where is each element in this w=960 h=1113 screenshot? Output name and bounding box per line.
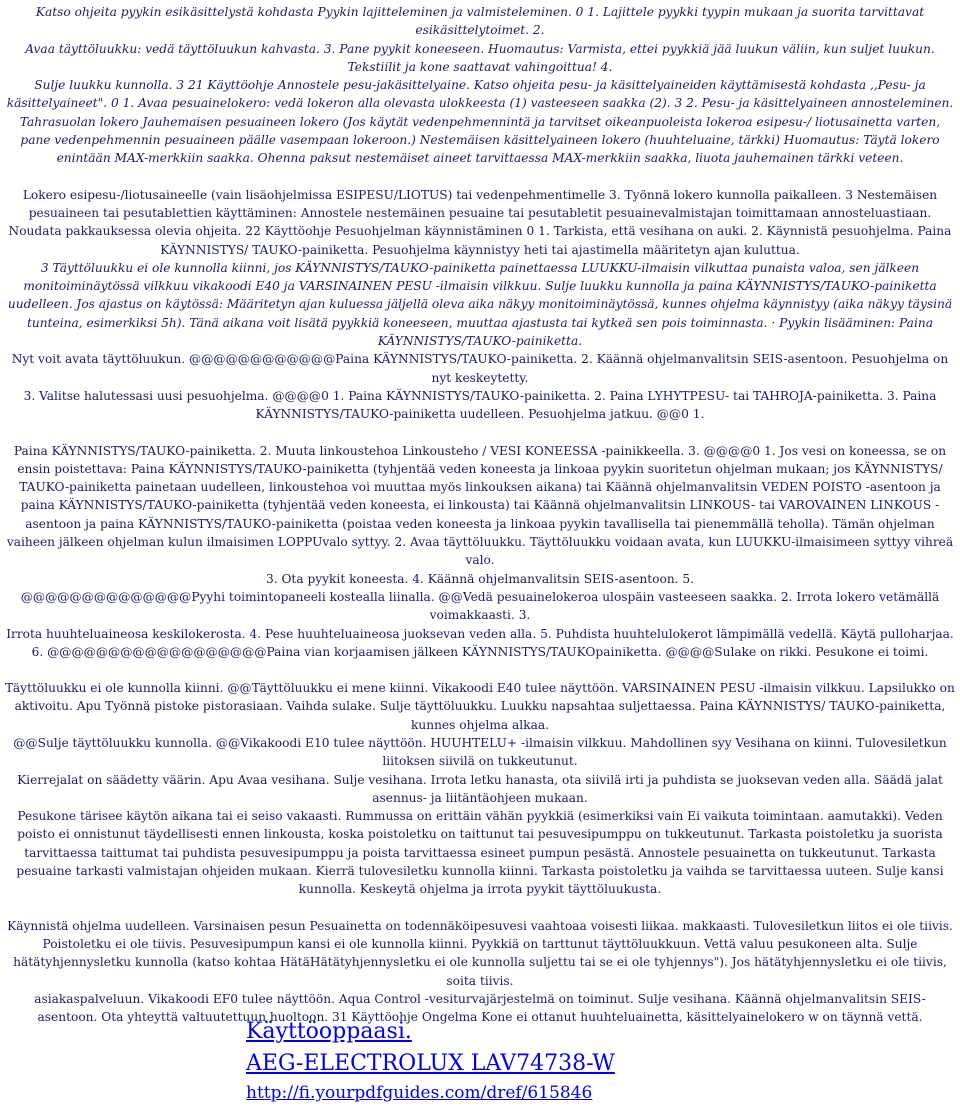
paragraph-7: Nyt voit avata täyttöluukun. @@@@@@@@@@@@Paina KÄYNNISTYS/TAUKO-painiketta. 2. Käännä ohjelmanvalitsin SEIS-asentoon. Pesuohjelma on nyt keskeytetty. <box>11 352 949 385</box>
paragraph-6: 3 Täyttöluukku ei ole kunnolla kiinni, jos KÄYNNISTYS/TAUKO-painiketta painettaessa LUUKKU-ilmaisin vilkuttaa punaista valoa, sen jälkeen monitoiminäytössä vilkkuu vikakoodi E40 ja VARSINAINEN PESU -ilmaisin vilkkuu. Sulje luukku kunnolla ja paina KÄYNNISTYS/TAUKO-painiketta uudelleen. Jos ajastus on käytössä: Määritetyn ajan kuluessa jäljellä oleva aika näkyy monitoiminäytössä, kunnes ohjelma käynnistyy (aika näkyy täysinä tunteina, esimerkiksi 5h). Tänä aikana voit lisätä pyykkiä koneeseen, muuttaa ajastusta tai kytkeä sen pois toiminnasta. · Pyykin lisääminen: Paina KÄYNNISTYS/TAUKO-painiketta. <box>7 260 953 349</box>
paragraph-4: Tahrasuolan lokero Jauhemaisen pesuaineen lokero (Jos käytät vedenpehmennintä ja tarvitset oikeanpuoleista lokeroa esipesu-/ liotusainetta varten, pane vedenpehmennin pesuaineen päälle vasempaan lokeroon.) Nestemäisen käsittelyaineen lokero (huuhteluaine, tärkki) Huomautus: Täytä lokero enintään MAX-merkkiin saakka. Ohenna paksut nestemäiset aineet tarvittaessa MAX-merkkiin saakka, liuota jauhemainen tärkki veteen. <box>19 114 941 166</box>
paragraph-11: @@@@@@@@@@@@@@Pyyhi toimintopaneeli kostealla liinalla. @@Vedä pesuainelokeroa ulospäin vasteeseen saakka. 2. Irrota lokero vetämällä voimakkaasti. 3. <box>20 589 940 623</box>
paragraph-1: Katso ohjeita pyykin esikäsittelystä kohdasta Pyykin lajitteleminen ja valmisteleminen. 0 1. Lajittele pyykki tyypin mukaan ja suorita tarvittavat esikäsittelytoimet. 2. <box>35 5 925 38</box>
paragraph-12: Irrota huuhteluaineosa keskilokerosta. 4. Pese huuhteluaineosa juoksevan veden alla. 5. Puhdista huuhtelulokerot lämpimällä vedellä. Käytä pulloharjaa. 6. @@@@@@@@@@@@@@@@@@Paina vian korjaamisen jälkeen KÄYNNISTYS/TAUKOpainiketta. @@@@Sulake on rikki. Pesukone ei toimi. <box>6 626 954 659</box>
paragraph-16: Pesukone tärisee käytön aikana tai ei seiso vakaasti. Rummussa on erittäin vähän pyykkiä (esimerkiksi vain Ei vaikuta toimintaan. aamutakki). Veden poisto ei onnistunut täydellisesti ennen linkousta, koska poistoletku on taittunut tai pesuvesipumppu on tukkeutunut. Tarkasta poistoletku ja suorista tarvittaessa taittumat tai puhdista pesuvesipumppu ja poista tarvittaessa esineet pumpun pesästä. Annostele pesuainetta on tukkeutunut. Tarkasta pesuaine tarkasti valmistajan ohjeiden mukaan. Kierrä tulovesiletku kunnolla kiinni. Tarkasta poistoletku ja vaihda se tarvittaessa uuteen. Sulje kansi kunnolla. Keskeytä ohjelma ja irrota pyykit täyttöluukusta. <box>16 809 944 897</box>
paragraph-17: Käynnistä ohjelma uudelleen. Varsinaisen pesun Pesuainetta on todennäköipesuvesi vaahtoaa voisesti liikaa. makkaasti. Tulovesiletkun liitos ei ole tiivis. Poistoletku ei ole tiivis. Pesuvesipumpun kansi ei ole kunnolla kiinni. Pyykkiä on tarttunut täyttöluukkuun. Vettä valuu pesukoneen alta. Sulje hätätyhjennysletku kunnolla (katso kohtaa HätäHätätyhjennysletku ei ole kunnolla suljettu tai se ei ole tyhjennys"). Jos hätätyhjennysletku ei ole tiivis, soita tiivis. <box>7 918 953 988</box>
product-link[interactable]: AEG-ELECTROLUX LAV74738-W <box>246 1051 615 1076</box>
paragraph-2: Avaa täyttöluukku: vedä täyttöluukun kahvasta. 3. Pane pyykit koneeseen. Huomautus: Varmista, ettei pyykkiä jää luukun väliin, kun suljet luukun. Tekstiilit ja kone saattavat vahingoittua! 4. <box>25 41 935 74</box>
paragraph-18: asiakaspalveluun. Vikakoodi EF0 tulee näyttöön. Aqua Control -vesiturvajärjestelmä on toiminut. Sulje vesihana. Käännä ohjelmanvalitsin SEIS-asentoon. Ota yhteyttä valtuutettuun huoltoon. 31 Käyttöohje Ongelma Kone ei ottanut huuhteluainetta, käsittelyainelokero w on täynnä vettä. <box>34 991 926 1025</box>
paragraph-3: Sulje luukku kunnolla. 3 21 Käyttöohje Annostele pesu-jakäsittelyaine. Katso ohjeita pesu- ja käsittelyaineiden käyttämisestä kohdasta ,,Pesu- ja käsittelyaineet". 0 1. Avaa pesuainelokero: vedä lokeron alla olevasta ulokkeesta (1) vasteeseen saakka (2). 3 2. Pesu- ja käsittelyaineen annosteleminen. <box>6 78 954 111</box>
paragraph-15: Kierrejalat on säädetty väärin. Apu Avaa vesihana. Sulje vesihana. Irrota letku hanasta, ota siivilä irti ja puhdista se juoksevan veden alla. Säädä jalat asennus- ja liitäntäohjeen mukaan. <box>17 772 943 805</box>
paragraph-5: Lokero esipesu-/liotusaineelle (vain lisäohjelmissa ESIPESU/LIOTUS) tai vedenpehmentimelle 3. Työnnä lokero kunnolla paikalleen. 3 Nestemäisen pesuaineen tai pesutablettien käyttäminen: Annostele nestemäinen pesuaine tai pesutabletit pesuainevalmistajan toimittamaan annosteluastiaan. Noudata pakkauksessa olevia ohjeita. 22 Käyttöohje Pesuohjelman käynnistäminen 0 1. Tarkista, että vesihana on auki. 2. Käynnistä pesuohjelma. Paina KÄYNNISTYS/ TAUKO-painiketta. Pesuohjelma käynnistyy heti tai ajastimella määritetyn ajan kuluttua. <box>8 187 952 257</box>
paragraph-8: 3. Valitse halutessasi uusi pesuohjelma. @@@@0 1. Paina KÄYNNISTYS/TAUKO-painiketta. 2. Paina LYHYTPESU- tai TAHROJA-painiketta. 3. Paina KÄYNNISTYS/TAUKO-painiketta uudelleen. Pesuohjelma jatkuu. @@0 1. <box>23 388 937 422</box>
paragraph-14: @@Sulje täyttöluukku kunnolla. @@Vikakoodi E10 tulee näyttöön. HUUHTELU+ -ilmaisin vilkkuu. Mahdollinen syy Vesihana on kiinni. Tulovesiletkun liitoksen siivilä on tukkeutunut. <box>13 735 947 769</box>
paragraph-13: Täyttöluukku ei ole kunnolla kiinni. @@Täyttöluukku ei mene kiinni. Vikakoodi E40 tulee näyttöön. VARSINAINEN PESU -ilmaisin vilkkuu. Lapsilukko on aktivoitu. Apu Työnnä pistoke pistorasiaan. Vaihda sulake. Sulje täyttöluukku. Luukku napsahtaa suljettaessa. Paina KÄYNNISTYS/ TAUKO-painiketta, kunnes ohjelma alkaa. <box>5 681 955 732</box>
manual-link[interactable]: Käyttöoppaasi. <box>246 1019 412 1044</box>
paragraph-9: Paina KÄYNNISTYS/TAUKO-painiketta. 2. Muuta linkoustehoa Linkousteho / VESI KONEESSA -painikkeella. 3. @@@@0 1. Jos vesi on koneessa, se on ensin poistettava: Paina KÄYNNISTYS/TAUKO-painiketta (tyhjentää veden koneesta ja linkoaa pyykin suoritetun ohjelman mukaan; jos KÄYNNISTYS/ TAUKO-painiketta painetaan uudelleen, linkoustehoa voi muuttaa myös linkouksen aikana) tai Käännä ohjelmanvalitsin VEDEN POISTO -asentoon ja paina KÄYNNISTYS/TAUKO-painiketta (tyhjentää veden koneesta, ei linkousta) tai Käännä ohjelmanvalitsin LINKOUS- tai VAROVAINEN LINKOUS -asentoon ja paina KÄYNNISTYS/TAUKO-painiketta (poistaa veden koneesta ja linkoaa pyykin tavallisella tai pienemmällä teholla). Tämän ohjelman vaiheen jälkeen ohjelman kulun ilmaisimen LOPPUvalo syttyy. 2. Avaa täyttöluukku. Täyttöluukku voidaan avata, kun LUUKKU-ilmaisimeen syttyy vihreä valo. <box>6 443 954 568</box>
document-body <box>5 3 955 1026</box>
url-link[interactable]: http://fi.yourpdfguides.com/dref/615846 <box>246 1083 593 1103</box>
footer-links <box>246 1016 615 1106</box>
paragraph-10: 3. Ota pyykit koneesta. 4. Käännä ohjelmanvalitsin SEIS-asentoon. 5. <box>265 571 695 586</box>
